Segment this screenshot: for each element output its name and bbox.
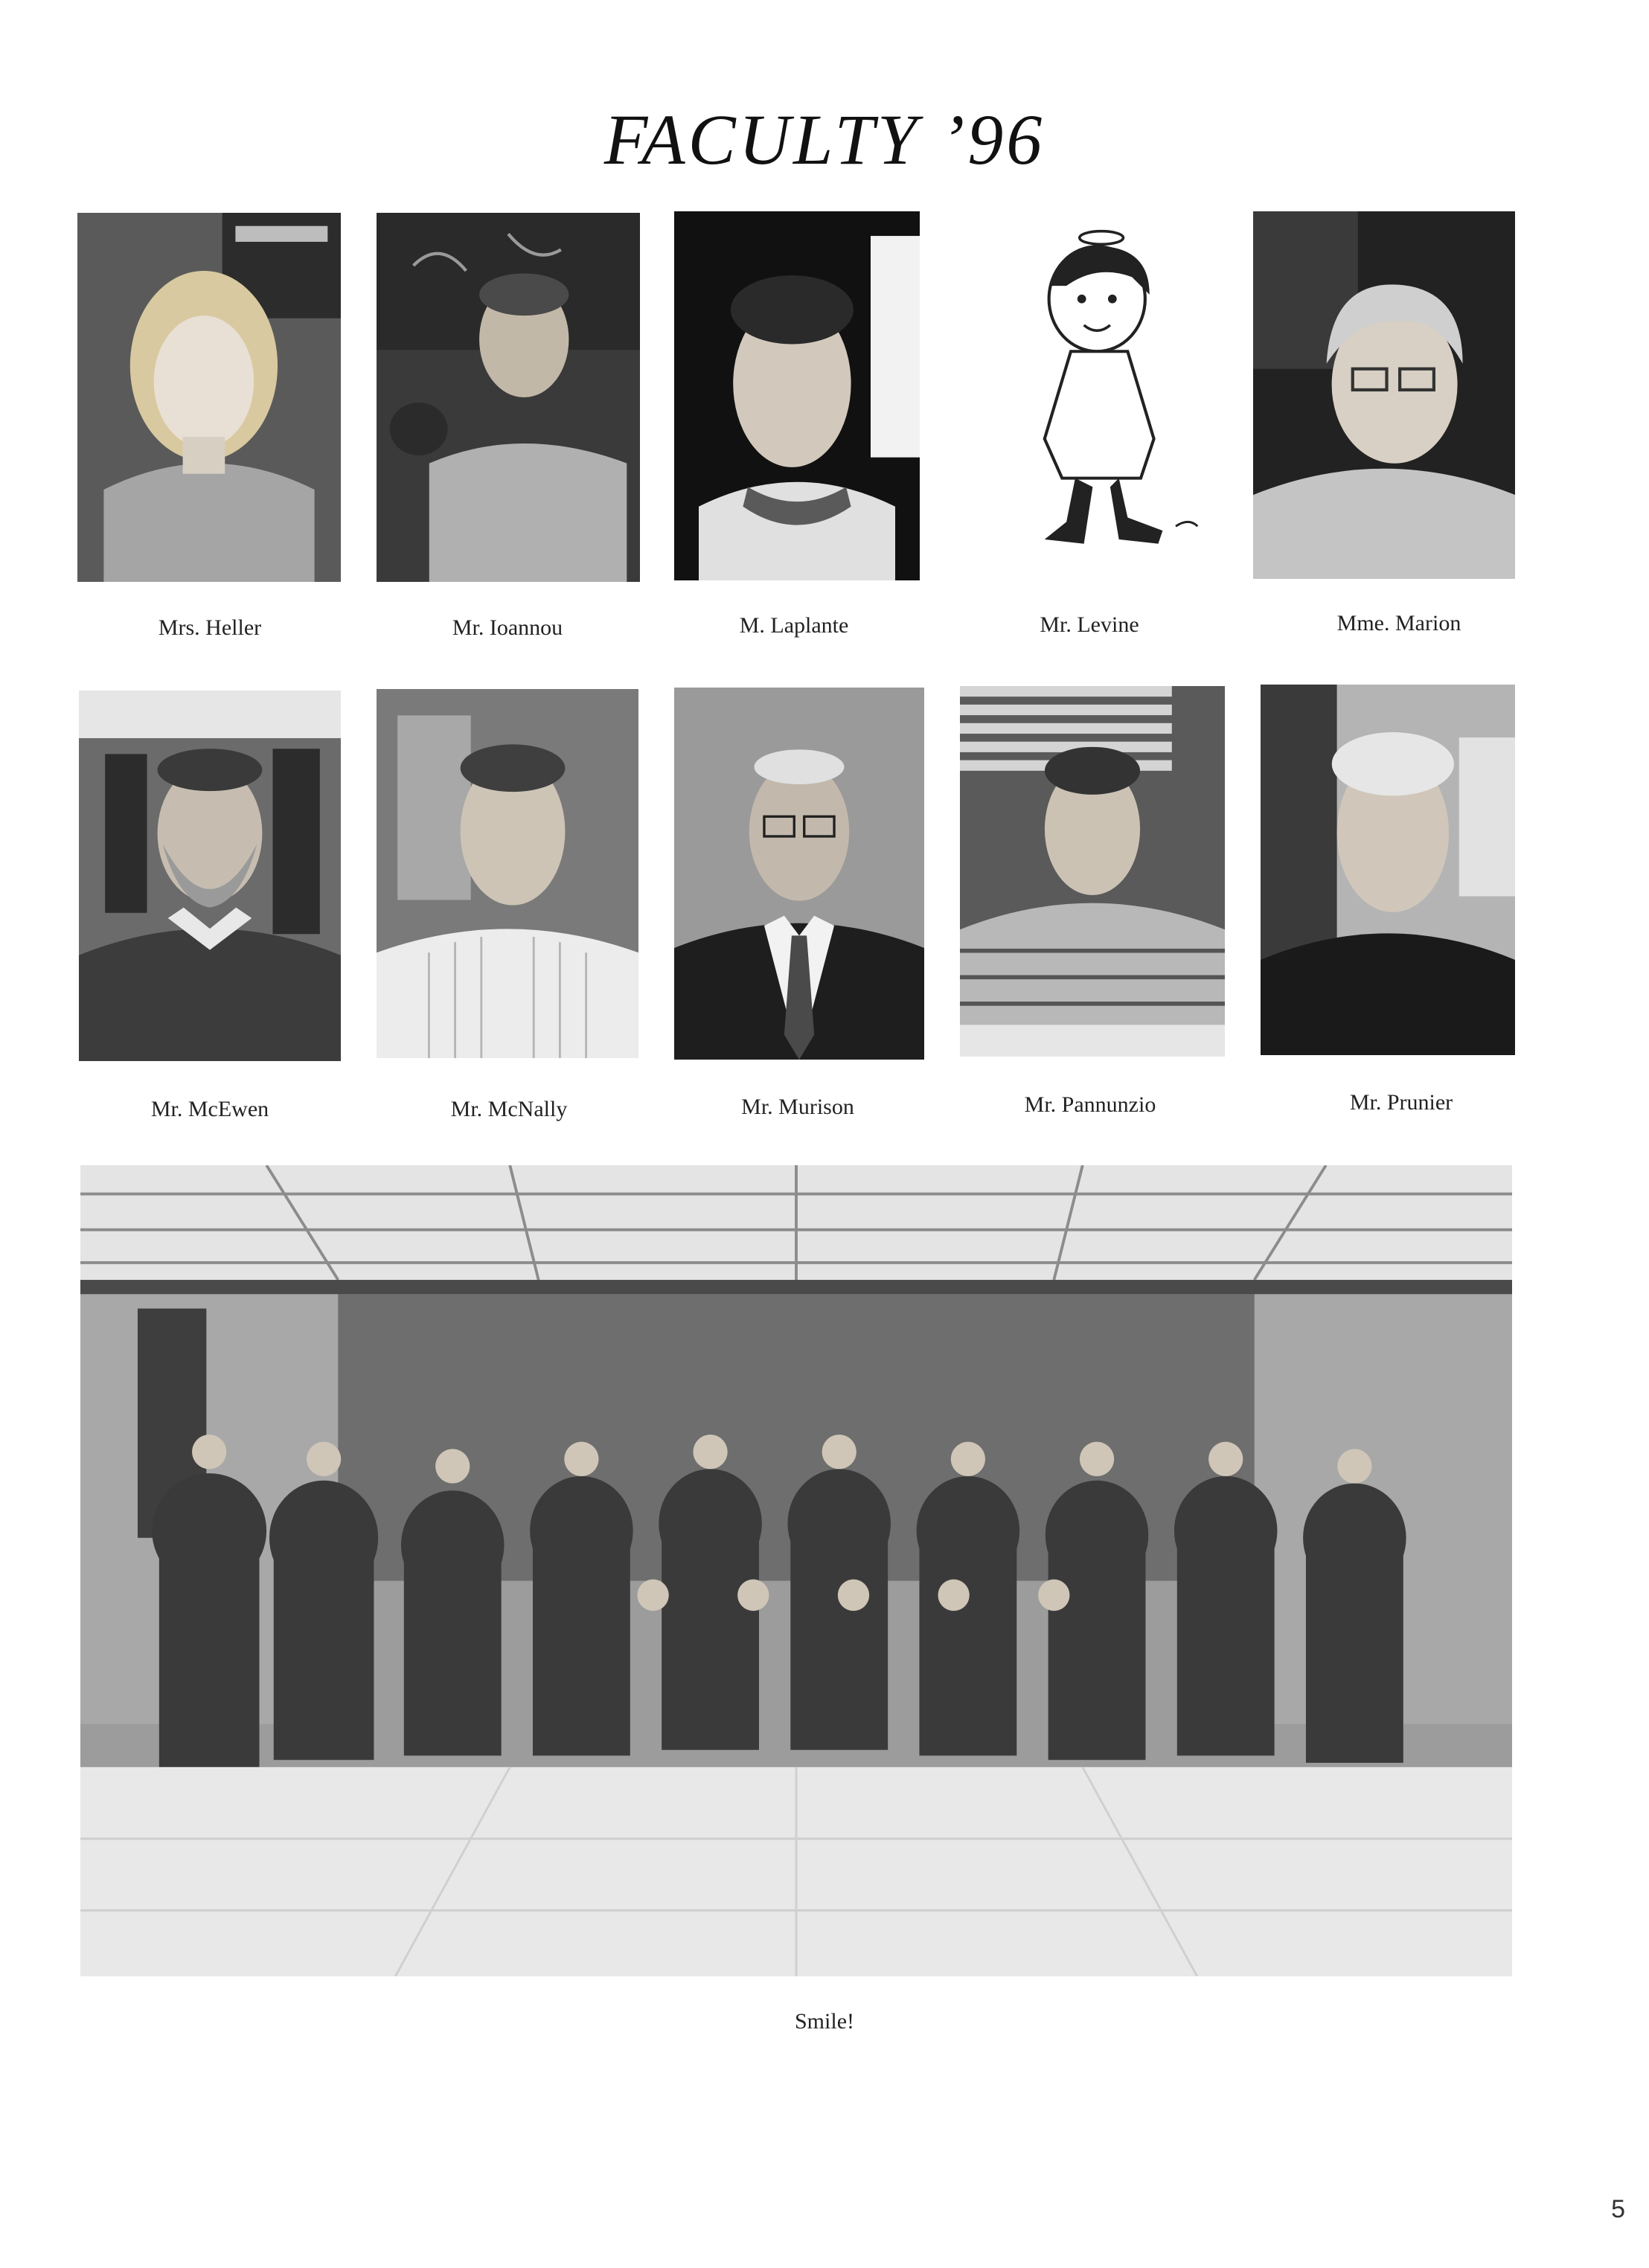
caption-laplante: M. Laplante — [739, 613, 849, 638]
caption-murison: Mr. Murison — [741, 1095, 854, 1119]
page-number: 5 — [1611, 2195, 1625, 2223]
portrait-photo-pannunzio — [960, 686, 1225, 1057]
portrait-photo-ioannou — [377, 213, 640, 582]
caption-pannunzio: Mr. Pannunzio — [1024, 1092, 1156, 1117]
caption-prunier: Mr. Prunier — [1349, 1090, 1453, 1115]
group-photo — [80, 1165, 1512, 1976]
portrait-photo-heller — [77, 213, 341, 582]
portrait-photo-marion — [1253, 211, 1515, 579]
portrait-photo-laplante — [674, 211, 920, 580]
caption-mcewen: Mr. McEwen — [150, 1097, 269, 1121]
portrait-photo-mcewen — [79, 691, 341, 1061]
portrait-photo-murison — [674, 688, 924, 1060]
portrait-photo-mcnally — [377, 689, 638, 1058]
caption-mcnally: Mr. McNally — [450, 1097, 568, 1121]
group-photo-caption: Smile! — [795, 2009, 854, 2034]
portrait-photo-prunier — [1261, 685, 1515, 1055]
caption-marion: Mme. Marion — [1336, 611, 1461, 635]
caricature-drawing-levine — [994, 220, 1217, 570]
page-title: FACULTY ’96 — [603, 100, 1046, 179]
caption-levine: Mr. Levine — [1040, 612, 1139, 637]
caption-ioannou: Mr. Ioannou — [452, 615, 563, 640]
caption-heller: Mrs. Heller — [158, 615, 262, 640]
